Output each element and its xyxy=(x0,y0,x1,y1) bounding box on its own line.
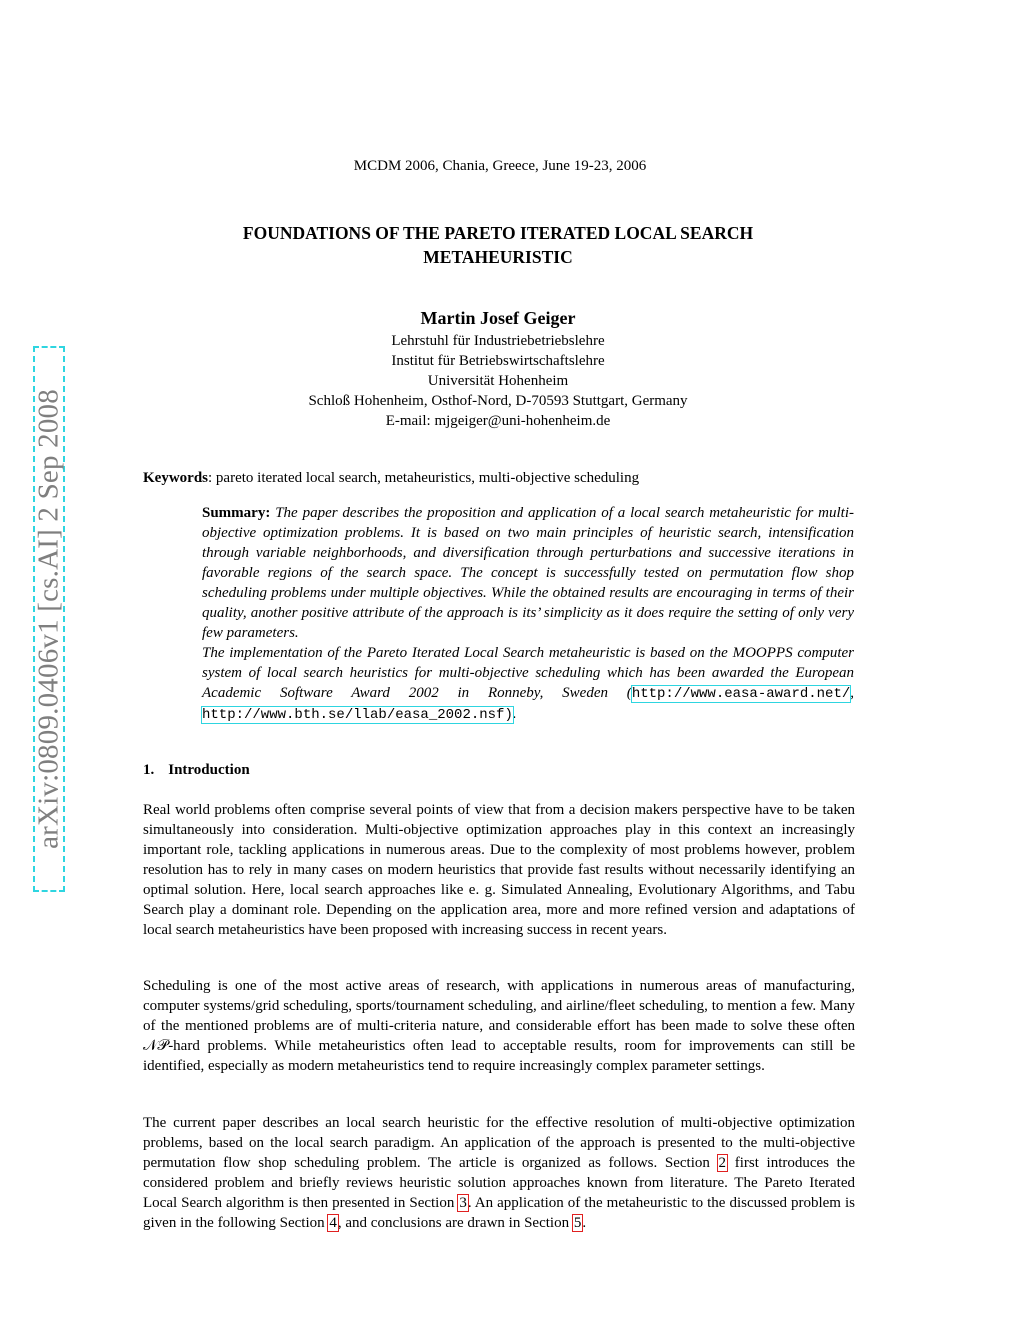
summary-label: Summary: xyxy=(202,505,271,521)
summary-paragraph-2 xyxy=(202,643,854,725)
keywords-label: Keywords xyxy=(143,470,208,486)
summary xyxy=(202,503,854,725)
section-4-ref-link[interactable]: 4 xyxy=(329,1215,337,1231)
summary-text-2: The implementation of the Pareto Iterated Local Search metaheuristic is based on the MOOPPS computer system of local search heuristics for multi-objective scheduling which has been awarded the European Academic Software Award 2002 in Ronneby, Sweden ( xyxy=(202,645,854,701)
para3-text-b: first introduces the considered problem and briefly reviews heuristic solution approaches known from literature. The Pareto Iterated Local Search algorithm is then presented in Section xyxy=(143,1155,855,1211)
section-5-ref-link[interactable]: 5 xyxy=(573,1215,582,1231)
author-email: E-mail: mjgeiger@uni-hohenheim.de xyxy=(385,413,611,429)
summary-end: . xyxy=(512,706,517,722)
summary-separator: , xyxy=(850,685,854,701)
paper-title xyxy=(180,221,816,269)
para3-text-c: . An application of the metaheuristic to the discussed problem is given in the following Section xyxy=(143,1195,855,1231)
easa-award-link[interactable]: http://www.easa-award.net/ xyxy=(631,686,851,702)
keywords-text: : pareto iterated local search, metaheuristics, multi-objective scheduling xyxy=(208,470,640,486)
author-block xyxy=(200,305,796,431)
intro-paragraph-2 xyxy=(143,976,855,1076)
arxiv-stamp[interactable] xyxy=(33,346,65,892)
author-affiliation-2: Institut für Betriebswirtschaftslehre xyxy=(391,353,605,369)
section-2-ref-link[interactable]: 2 xyxy=(718,1155,727,1171)
section-number: 1. xyxy=(143,762,155,778)
intro-paragraph-1: Real world problems often comprise several points of view that from a decision makers perspective have to be taken simultaneously into consideration. Multi-objective optimization approaches play in this context an increasingly important role, tackling applications in numerous areas. Due to the complexity of most problems however, problem resolution has to rely in many cases on modern heuristics that provide fast results without necessarily identifying an optimal solution. Here, local search approaches like e. g. Simulated Annealing, Evolutionary Algorithms, and Tabu Search play a dominant role. Depending on the application area, more and more refined version and adaptations of local search metaheuristics have been proposed with increasing success in recent years. xyxy=(143,802,855,938)
author-affiliation-1: Lehrstuhl für Industriebetriebslehre xyxy=(391,333,605,349)
author-affiliation-3: Universität Hohenheim xyxy=(427,373,569,389)
para2-text-b: -hard problems. While metaheuristics often lead to acceptable results, room for improvements can still be identified, especially as modern metaheuristics tend to require increasingly complex parameter settings. xyxy=(143,1038,855,1074)
section-3-ref-link[interactable]: 3 xyxy=(459,1195,467,1211)
section-title: Introduction xyxy=(168,762,250,778)
conference-header: MCDM 2006, Chania, Greece, June 19-23, 2006 xyxy=(353,158,647,174)
keywords xyxy=(143,470,855,487)
section-heading-introduction xyxy=(143,762,250,779)
intro-paragraph-3 xyxy=(143,1113,855,1233)
para3-text-a: The current paper describes an local search heuristic for the effective resolution of multi-objective optimization problems, based on the local search paradigm. An application of the approach is presented to the multi-objective permutation flow shop scheduling problem. The article is organized as follows. Section xyxy=(143,1115,855,1171)
para3-text-e: . xyxy=(582,1215,587,1231)
para2-text-a: Scheduling is one of the most active areas of research, with applications in numerous areas of manufacturing, computer systems/grid scheduling, sports/tournament scheduling, and airline/fleet scheduling, to mention a few. Many of the mentioned problems are of multi-criteria nature, and considerable effort has been made to solve these often xyxy=(143,978,855,1034)
author-address: Schloß Hohenheim, Osthof-Nord, D-70593 Stuttgart, Germany xyxy=(308,393,688,409)
arxiv-identifier: arXiv:0809.0406v1 [cs.AI] 2 Sep 2008 xyxy=(32,389,65,849)
summary-text-1: The paper describes the proposition and application of a local search metaheuristic for multi-objective optimization problems. It is based on two main principles of heuristic search, intensification through variable neighborhoods, and diversification through perturbations and successive iterations in favorable regions of the search space. The concept is successfully tested on permutation flow shop scheduling problems under multiple objectives. While the obtained results are encouraging in terms of their quality, another positive attribute of the approach is its’ simplicity as it does require the setting of only very few parameters. xyxy=(202,505,854,641)
title-line-1: FOUNDATIONS OF THE PARETO ITERATED LOCAL SEARCH xyxy=(242,223,754,243)
author-name: Martin Josef Geiger xyxy=(420,308,576,328)
summary-paragraph-1 xyxy=(202,503,854,643)
np-symbol: 𝒩𝒫 xyxy=(143,1038,169,1054)
title-line-2: METAHEURISTIC xyxy=(423,247,573,267)
bth-easa-link[interactable]: http://www.bth.se/llab/easa_2002.nsf) xyxy=(202,707,513,723)
para3-text-d: , and conclusions are drawn in Section xyxy=(337,1215,573,1231)
